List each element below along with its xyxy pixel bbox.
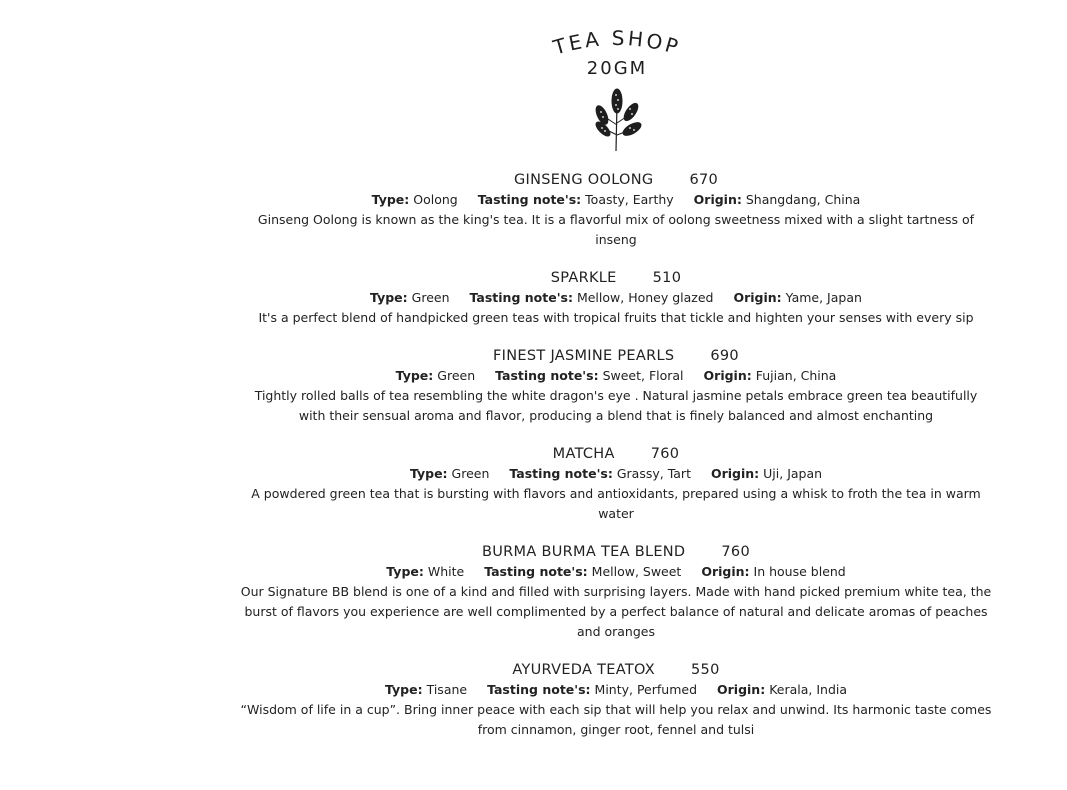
item-meta xyxy=(240,366,992,386)
item-meta xyxy=(240,680,992,700)
item-notes: Sweet, Floral xyxy=(602,368,684,383)
type-label: Type: xyxy=(370,290,408,305)
item-type: Oolong xyxy=(413,192,458,207)
origin-label: Origin: xyxy=(710,466,760,481)
item-title xyxy=(240,268,992,288)
origin-label: Origin: xyxy=(733,290,782,305)
type-label: Type: xyxy=(371,192,410,207)
origin-label: Origin: xyxy=(703,368,752,383)
item-price: 690 xyxy=(710,348,739,364)
item-meta xyxy=(240,190,992,210)
item-price: 670 xyxy=(689,172,719,188)
item-price: 550 xyxy=(691,662,720,678)
notes-label: Tasting note's: xyxy=(484,564,588,579)
menu-item xyxy=(240,542,992,642)
item-meta xyxy=(240,288,992,308)
item-origin: Yame, Japan xyxy=(785,290,862,305)
menu-item xyxy=(240,346,992,426)
item-description: Ginseng Oolong is known as the king's tea. It is a flavorful mix of oolong sweetness mixed with a slight tartness of inseng xyxy=(257,212,975,247)
notes-label: Tasting note's: xyxy=(469,290,573,305)
tea-menu-list xyxy=(240,170,992,758)
item-description: It's a perfect blend of handpicked green teas with tropical fruits that tickle and highten your senses with every sip xyxy=(258,310,974,325)
item-description: A powdered green tea that is bursting with flavors and antioxidants, prepared using a whisk to froth the tea in warm water xyxy=(251,486,981,521)
notes-label: Tasting note's: xyxy=(495,368,599,383)
item-notes: Minty, Perfumed xyxy=(594,682,698,697)
item-meta xyxy=(240,464,992,484)
item-origin: Fujian, China xyxy=(755,368,837,383)
item-type: Green xyxy=(437,368,476,383)
menu-item xyxy=(240,444,992,524)
item-title xyxy=(240,660,992,680)
item-type: Tisane xyxy=(426,682,468,697)
item-type: Green xyxy=(411,290,450,305)
item-price: 760 xyxy=(721,544,750,560)
origin-label: Origin: xyxy=(717,682,766,697)
menu-header xyxy=(517,26,717,153)
shop-name: TEA SHOP xyxy=(550,26,684,60)
tea-leaf-icon xyxy=(587,83,647,153)
shop-name-arc xyxy=(517,26,717,62)
origin-label: Origin: xyxy=(701,564,750,579)
item-origin: Kerala, India xyxy=(769,682,848,697)
portion-weight: 20GM xyxy=(586,58,648,79)
item-notes: Toasty, Earthy xyxy=(585,192,674,207)
item-type: Green xyxy=(451,466,490,481)
menu-item xyxy=(240,660,992,740)
item-name: GINSENG OOLONG xyxy=(513,172,654,188)
notes-label: Tasting note's: xyxy=(477,192,582,207)
item-title xyxy=(240,444,992,464)
item-name: FINEST JASMINE PEARLS xyxy=(493,348,675,364)
item-origin: Uji, Japan xyxy=(763,466,823,481)
origin-label: Origin: xyxy=(693,192,742,207)
item-name: BURMA BURMA TEA BLEND xyxy=(482,544,686,560)
item-origin: Shangdang, China xyxy=(745,192,861,207)
type-label: Type: xyxy=(386,564,424,579)
svg-text:TEA SHOP xyxy=(550,26,684,60)
item-name: MATCHA xyxy=(552,446,615,462)
item-title xyxy=(240,346,992,366)
item-description: “Wisdom of life in a cup”. Bring inner peace with each sip that will help you relax and unwind. Its harmonic taste comes from cinnamon, ginger root, fennel and tulsi xyxy=(240,702,992,737)
item-description: Our Signature BB blend is one of a kind and filled with surprising layers. Made with hand picked premium white tea, the burst of flavors you experience are well complimented by a perfect balance of natural and delicate aromas of peaches and oranges xyxy=(240,584,992,639)
menu-item xyxy=(240,268,992,328)
item-notes: Mellow, Sweet xyxy=(591,564,682,579)
menu-item xyxy=(240,170,992,250)
item-price: 760 xyxy=(650,446,680,462)
type-label: Type: xyxy=(395,368,434,383)
type-label: Type: xyxy=(384,682,423,697)
item-meta xyxy=(240,562,992,582)
item-description: Tightly rolled balls of tea resembling the white dragon's eye . Natural jasmine petals embrace green tea beautifully with their sensual aroma and flavor, producing a blend that is finely balanced and almost enchanting xyxy=(254,388,978,423)
item-title xyxy=(240,542,992,562)
item-price: 510 xyxy=(652,270,682,286)
item-name: AYURVEDA TEATOX xyxy=(512,662,656,678)
item-notes: Mellow, Honey glazed xyxy=(576,290,714,305)
item-notes: Grassy, Tart xyxy=(616,466,691,481)
item-origin: In house blend xyxy=(753,564,846,579)
item-type: White xyxy=(427,564,465,579)
notes-label: Tasting note's: xyxy=(487,682,591,697)
notes-label: Tasting note's: xyxy=(509,466,613,481)
item-title xyxy=(240,170,992,190)
item-name: SPARKLE xyxy=(550,270,617,286)
type-label: Type: xyxy=(409,466,448,481)
